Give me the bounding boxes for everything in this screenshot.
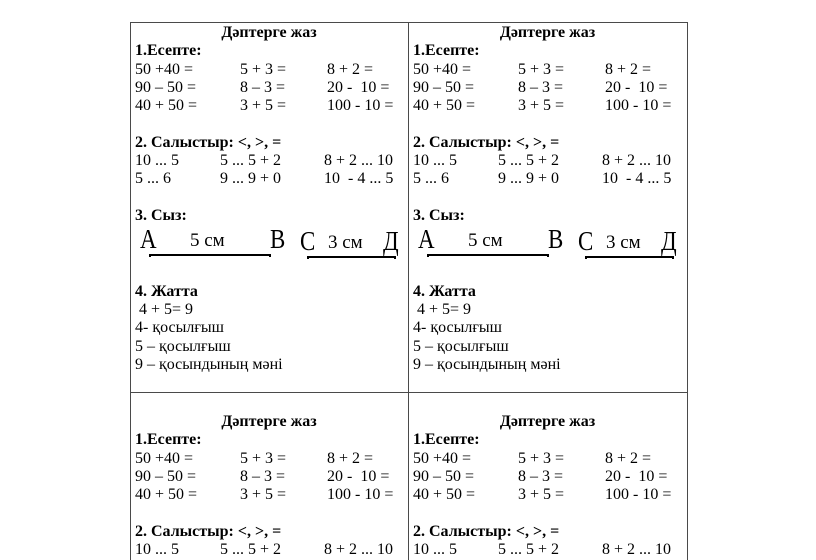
comparison-row xyxy=(413,170,682,188)
comparison: 5 ... 6 xyxy=(413,170,449,188)
task2-heading: 2. Салыстыр: <, >, = xyxy=(135,522,282,540)
expression: 20 - 10 = xyxy=(605,467,668,485)
segment-drawing xyxy=(413,224,681,284)
task4-heading: 4. Жатта xyxy=(135,282,198,300)
task1-row xyxy=(413,486,682,504)
comparison: 10 - 4 ... 5 xyxy=(602,170,672,188)
expression: 90 – 50 = xyxy=(135,467,197,485)
task1-row xyxy=(413,450,682,468)
comparison: 10 ... 5 xyxy=(413,541,457,559)
memo-line: 5 – қосылғыш xyxy=(413,337,509,355)
expression: 8 + 2 = xyxy=(605,449,652,467)
cell-title: Дәптерге жаз xyxy=(221,413,317,430)
segment-end-label: Д xyxy=(661,226,677,257)
expression: 8 + 2 = xyxy=(327,449,374,467)
worksheet-cell-bottom-left xyxy=(130,392,408,560)
expression: 5 + 3 = xyxy=(518,449,565,467)
expression: 20 - 10 = xyxy=(327,467,390,485)
expression: 40 + 50 = xyxy=(135,97,198,115)
task3-heading: 3. Сыз: xyxy=(413,206,465,224)
expression: 40 + 50 = xyxy=(413,97,476,115)
segment-start-label: А xyxy=(140,224,157,255)
segment-drawings xyxy=(135,225,403,283)
segment-start-label: А xyxy=(418,224,435,255)
segment-drawing xyxy=(135,224,403,284)
cell-title: Дәптерге жаз xyxy=(499,413,596,430)
expression: 90 – 50 = xyxy=(413,78,475,96)
task3-heading: 3. Сыз: xyxy=(135,206,187,224)
task4-heading: 4. Жатта xyxy=(413,282,476,300)
expression: 5 + 3 = xyxy=(240,449,287,467)
expression: 20 - 10 = xyxy=(327,78,390,96)
comparison: 8 + 2 ... 10 xyxy=(602,152,672,170)
comparison: 10 ... 5 xyxy=(135,152,179,170)
worksheet-cell-bottom-right xyxy=(408,392,687,560)
expression: 8 + 2 = xyxy=(327,60,374,78)
comparison: 5 ... 6 xyxy=(135,170,171,188)
expression: 20 - 10 = xyxy=(605,78,668,96)
expression: 100 - 10 = xyxy=(327,486,394,504)
task1-heading: 1.Есепте: xyxy=(413,431,480,449)
comparison: 9 ... 9 + 0 xyxy=(220,170,282,188)
comparison: 8 + 2 ... 10 xyxy=(602,541,672,559)
comparison: 10 - 4 ... 5 xyxy=(324,170,394,188)
expression: 3 + 5 = xyxy=(518,97,565,115)
segment-length-label: 3 см xyxy=(328,232,363,254)
segment-drawings xyxy=(413,225,682,283)
expression: 8 – 3 = xyxy=(518,78,564,96)
comparison: 5 ... 5 + 2 xyxy=(220,541,282,559)
comparison: 8 + 2 ... 10 xyxy=(324,152,394,170)
expression: 100 - 10 = xyxy=(605,97,672,115)
expression: 50 +40 = xyxy=(413,449,472,467)
comparison: 10 ... 5 xyxy=(135,541,179,559)
task1-row xyxy=(135,486,403,504)
segment-length-label: 3 см xyxy=(606,232,641,254)
comparison: 5 ... 5 + 2 xyxy=(498,541,560,559)
expression: 50 +40 = xyxy=(135,60,194,78)
expression: 50 +40 = xyxy=(413,60,472,78)
comparison: 5 ... 5 + 2 xyxy=(498,152,560,170)
segment-length-label: 5 см xyxy=(468,230,503,252)
expression: 40 + 50 = xyxy=(413,486,476,504)
comparison-row xyxy=(413,152,682,170)
task2-heading: 2. Салыстыр: <, >, = xyxy=(413,522,560,540)
expression: 100 - 10 = xyxy=(605,486,672,504)
comparison-row xyxy=(413,541,682,559)
task2-heading: 2. Салыстыр: <, >, = xyxy=(413,133,560,151)
task1-row xyxy=(135,468,403,486)
segment-end-label: В xyxy=(270,224,286,255)
expression: 8 + 2 = xyxy=(605,60,652,78)
memo-line: 4- қосылғыш xyxy=(413,319,502,337)
task1-heading: 1.Есепте: xyxy=(413,42,480,60)
table-border-right xyxy=(687,22,688,560)
expression: 3 + 5 = xyxy=(240,97,287,115)
expression: 100 - 10 = xyxy=(327,97,394,115)
task1-row xyxy=(413,61,682,79)
expression: 3 + 5 = xyxy=(518,486,565,504)
task1-row xyxy=(413,468,682,486)
task1-row xyxy=(135,97,403,115)
expression: 90 – 50 = xyxy=(135,78,197,96)
task1-row xyxy=(135,61,403,79)
task1-row xyxy=(413,79,682,97)
comparison: 8 + 2 ... 10 xyxy=(324,541,394,559)
expression: 8 – 3 = xyxy=(240,467,286,485)
expression: 3 + 5 = xyxy=(240,486,287,504)
comparison: 5 ... 5 + 2 xyxy=(220,152,282,170)
segment-end-label: В xyxy=(548,224,564,255)
expression: 5 + 3 = xyxy=(240,60,287,78)
task1-row xyxy=(135,450,403,468)
task1-heading: 1.Есепте: xyxy=(135,42,202,60)
memo-line: 4 + 5= 9 xyxy=(135,301,194,319)
task1-heading: 1.Есепте: xyxy=(135,431,202,449)
expression: 90 – 50 = xyxy=(413,467,475,485)
comparison-row xyxy=(135,170,403,188)
comparison-row xyxy=(135,152,403,170)
cell-title: Дәптерге жаз xyxy=(221,24,317,41)
comparison: 10 ... 5 xyxy=(413,152,457,170)
expression: 40 + 50 = xyxy=(135,486,198,504)
task1-row xyxy=(135,79,403,97)
memo-line: 9 – қосындының мәні xyxy=(135,356,283,374)
memo-line: 4 + 5= 9 xyxy=(413,301,472,319)
comparison-row xyxy=(135,541,403,559)
worksheet-cell-top-left xyxy=(130,22,408,392)
segment-end-label: Д xyxy=(383,226,399,257)
worksheet-cell-top-right xyxy=(408,22,687,392)
comparison: 9 ... 9 + 0 xyxy=(498,170,560,188)
task2-heading: 2. Салыстыр: <, >, = xyxy=(135,133,282,151)
memo-line: 5 – қосылғыш xyxy=(135,337,231,355)
expression: 8 – 3 = xyxy=(518,467,564,485)
segment-start-label: С xyxy=(578,226,594,257)
expression: 5 + 3 = xyxy=(518,60,565,78)
expression: 8 – 3 = xyxy=(240,78,286,96)
segment-line xyxy=(585,256,674,259)
task1-row xyxy=(413,97,682,115)
memo-line: 4- қосылғыш xyxy=(135,319,224,337)
expression: 50 +40 = xyxy=(135,449,194,467)
memo-line: 9 – қосындының мәні xyxy=(413,356,561,374)
segment-start-label: С xyxy=(300,226,316,257)
cell-title: Дәптерге жаз xyxy=(499,24,596,41)
segment-length-label: 5 см xyxy=(190,230,225,252)
segment-line xyxy=(307,256,396,259)
